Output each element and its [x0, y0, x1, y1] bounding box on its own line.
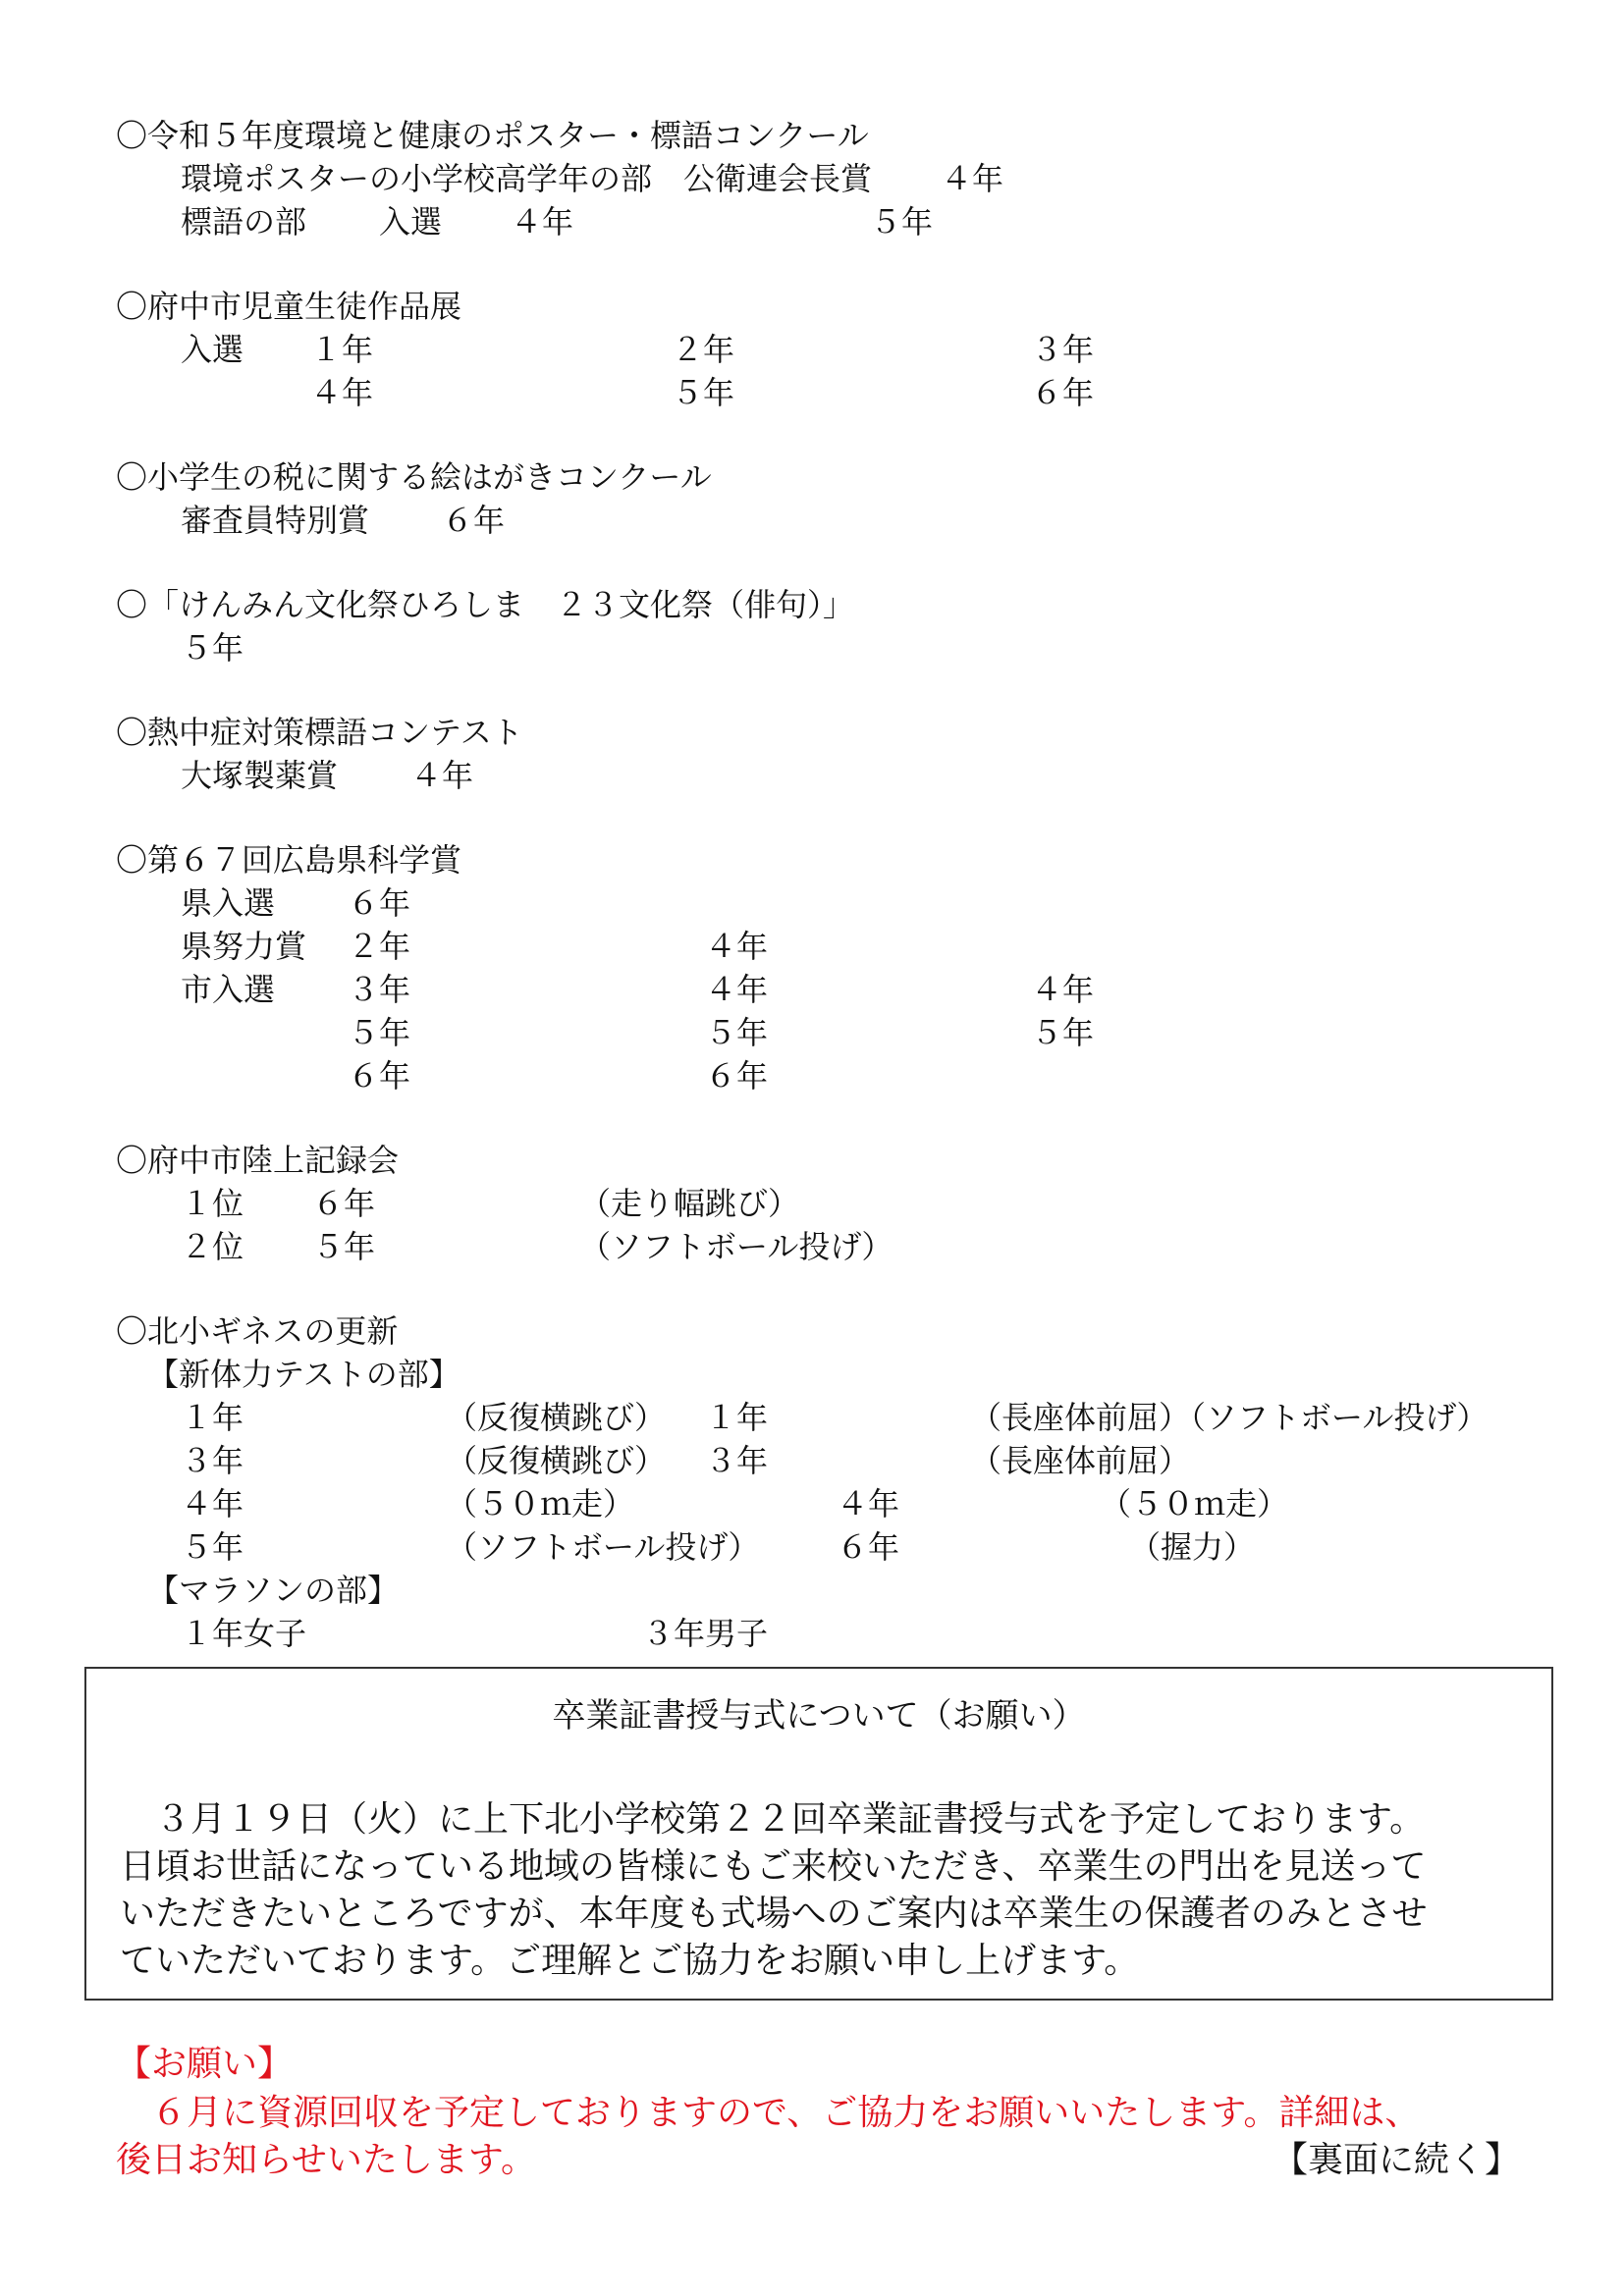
notice-title: 卒業証書授与式について（お願い）	[552, 1696, 1086, 1735]
grade: ６年	[442, 502, 506, 539]
grade: ５年	[672, 374, 735, 411]
grade: ６年	[705, 1057, 769, 1095]
event: （反復横跳び）	[446, 1442, 667, 1479]
grade: ５年	[312, 1228, 376, 1265]
award-label: 大塚製薬賞	[181, 757, 339, 794]
section-heading-kenmin: 〇「けんみん文化祭ひろしま ２３文化祭（俳句）」	[116, 586, 855, 623]
grade: ４年	[1031, 971, 1095, 1008]
grade: １年	[705, 1399, 769, 1436]
request-heading: 【お願い】	[116, 2044, 294, 2084]
grade: ６年	[837, 1528, 900, 1566]
grade: ４年	[410, 757, 474, 794]
event: （走り幅跳び）	[579, 1185, 800, 1222]
grade: ５年	[181, 1528, 244, 1566]
marathon-entry: １年女子	[181, 1615, 307, 1652]
notice-line: 日頃お世話になっている地域の皆様にもご来校いただき、卒業生の門出を見送って	[120, 1846, 1427, 1887]
award-label: 市入選	[181, 971, 276, 1008]
notice-line: ていただいております。ご理解とご協力をお願い申し上げます。	[120, 1941, 1140, 1981]
grade: １年	[310, 331, 374, 368]
event: （反復横跳び）	[446, 1399, 667, 1436]
rank: １位	[181, 1185, 244, 1222]
award-label: 入選	[181, 331, 244, 368]
grade: ４年	[511, 203, 574, 240]
grade: ６年	[348, 884, 411, 922]
grade: ５年	[705, 1014, 769, 1051]
subheading: 【マラソンの部】	[147, 1572, 400, 1609]
grade: ５年	[181, 629, 244, 667]
section-heading-fuchu-art: 〇府中市児童生徒作品展	[116, 288, 462, 325]
section-heading-heat: 〇熱中症対策標語コンテスト	[116, 714, 523, 751]
grade: ３年	[1031, 331, 1095, 368]
award-label: 入選	[379, 203, 443, 240]
grade: ４年	[837, 1485, 900, 1522]
grade: ２年	[672, 331, 735, 368]
notice-line: いただきたいところですが、本年度も式場へのご案内は卒業生の保護者のみとさせ	[120, 1894, 1428, 1934]
request-line: 後日お知らせいたします。	[116, 2140, 537, 2180]
section-heading-science: 〇第６７回広島県科学賞	[116, 841, 462, 879]
marathon-entry: ３年男子	[642, 1615, 769, 1652]
subheading: 【新体力テストの部】	[147, 1356, 460, 1393]
graduation-notice-box	[84, 1667, 1553, 2001]
grade: ５年	[1031, 1014, 1095, 1051]
grade: ３年	[181, 1442, 244, 1479]
event: （５０ｍ走）	[446, 1485, 635, 1522]
award-label: 県入選	[181, 884, 276, 922]
grade: ６年	[348, 1057, 411, 1095]
grade: ３年	[705, 1442, 769, 1479]
section-heading-tax: 〇小学生の税に関する絵はがきコンクール	[116, 458, 712, 496]
event: （５０ｍ走）	[1100, 1485, 1289, 1522]
event: （長座体前屈）	[970, 1442, 1191, 1479]
event: （長座体前屈）（ソフトボール投げ）	[970, 1399, 1489, 1436]
grade: ４年	[705, 928, 769, 965]
event: （ソフトボール投げ）	[446, 1528, 760, 1566]
grade: ６年	[1031, 374, 1095, 411]
grade: １年	[181, 1399, 244, 1436]
notice-body	[120, 1796, 1528, 1985]
grade: ４年	[181, 1485, 244, 1522]
grade: ５年	[348, 1014, 411, 1051]
award-label: 環境ポスターの小学校高学年の部 公衛連会長賞	[181, 160, 873, 197]
award-label: 標語の部	[181, 203, 307, 240]
event: （握力）	[1129, 1528, 1256, 1566]
rank: ２位	[181, 1228, 244, 1265]
award-label: 審査員特別賞	[181, 502, 370, 539]
event: （ソフトボール投げ）	[579, 1228, 893, 1265]
grade: ４年	[310, 374, 374, 411]
grade: ３年	[348, 971, 411, 1008]
grade: ４年	[941, 160, 1004, 197]
grade: ６年	[312, 1185, 376, 1222]
section-heading-guinness: 〇北小ギネスの更新	[116, 1312, 399, 1350]
grade: ２年	[348, 928, 411, 965]
grade: ４年	[705, 971, 769, 1008]
request-line: ６月に資源回収を予定しておりますので、ご協力をお願いいたします。詳細は、	[116, 2093, 1421, 2133]
award-label: 県努力賞	[181, 928, 307, 965]
notice-line: ３月１９日（火）に上下北小学校第２２回卒業証書授与式を予定しております。	[120, 1799, 1426, 1840]
section-heading-track: 〇府中市陸上記録会	[116, 1142, 400, 1179]
section-heading-kankyo: 〇令和５年度環境と健康のポスター・標語コンクール	[116, 117, 869, 154]
continued-label: 【裏面に続く】	[1272, 2140, 1521, 2180]
grade: ５年	[870, 203, 934, 240]
